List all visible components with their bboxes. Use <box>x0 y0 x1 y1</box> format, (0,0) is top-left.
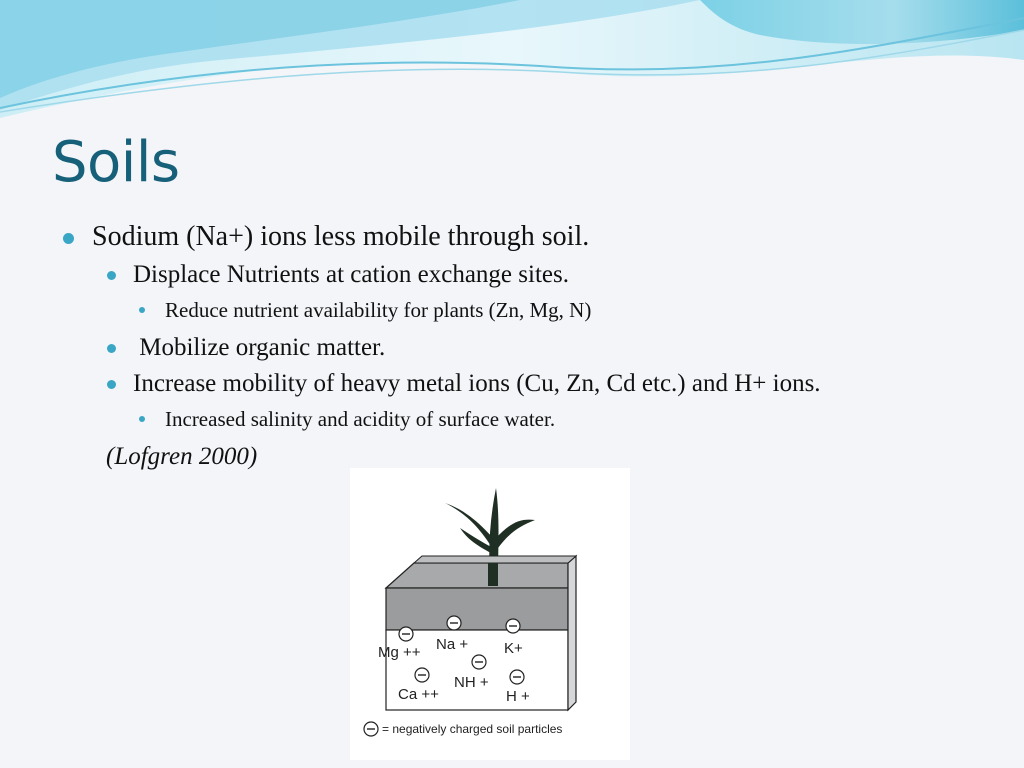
negative-particle-icon <box>447 616 461 630</box>
bullet-text: Increased salinity and acidity of surface water. <box>165 407 556 431</box>
bullet-text: Sodium (Na+) ions less mobile through soil. <box>92 221 590 252</box>
soil-top-layer <box>386 588 568 630</box>
ion-label-na: Na + <box>436 636 469 653</box>
soil-top-face <box>386 563 568 588</box>
header-wave-decoration <box>0 0 1024 130</box>
negative-particle-icon <box>472 655 486 669</box>
bullet-dot-icon <box>107 344 116 353</box>
negative-particle-icon <box>415 668 429 682</box>
ion-label-mg: Mg ++ <box>378 644 421 661</box>
bullet-reduce-availability <box>165 298 591 323</box>
soil-block-illustration <box>350 468 630 760</box>
legend-text: = negatively charged soil particles <box>382 722 563 736</box>
bullet-dot-icon <box>139 307 145 313</box>
bullet-dot-icon <box>107 271 116 280</box>
soil-diagram <box>350 468 630 760</box>
negative-particle-icon <box>399 627 413 641</box>
citation: (Lofgren 2000) <box>106 443 258 470</box>
bullet-heavy-metals <box>133 370 821 398</box>
bullet-text: Mobilize organic matter. <box>133 334 386 361</box>
negative-particle-icon <box>506 619 520 633</box>
bullet-salinity-acidity <box>165 407 555 432</box>
bullet-mobilize-organic <box>133 334 385 362</box>
bullet-sodium-mobility <box>92 221 589 253</box>
bullet-text: Increase mobility of heavy metal ions (Cu, Zn, Cd etc.) and H+ ions. <box>133 370 821 397</box>
legend-negative-particle-icon <box>364 722 378 736</box>
ion-label-h: H + <box>506 688 530 705</box>
negative-particle-icon <box>510 670 524 684</box>
bullet-dot-icon <box>107 380 116 389</box>
soil-top-back-edge <box>414 556 576 563</box>
bullet-displace-nutrients <box>133 261 569 289</box>
ion-label-k: K+ <box>504 640 523 657</box>
bullet-text: Reduce nutrient availability for plants (Zn, Mg, N) <box>165 298 592 322</box>
bullet-text: Displace Nutrients at cation exchange sites. <box>133 261 569 288</box>
bullet-dot-icon <box>139 416 145 422</box>
soil-side-face <box>568 556 576 710</box>
bullet-dot-icon <box>63 233 74 244</box>
ion-label-ca: Ca ++ <box>398 686 439 703</box>
ion-label-nh: NH + <box>454 674 489 691</box>
slide-title: Soils <box>52 130 180 195</box>
